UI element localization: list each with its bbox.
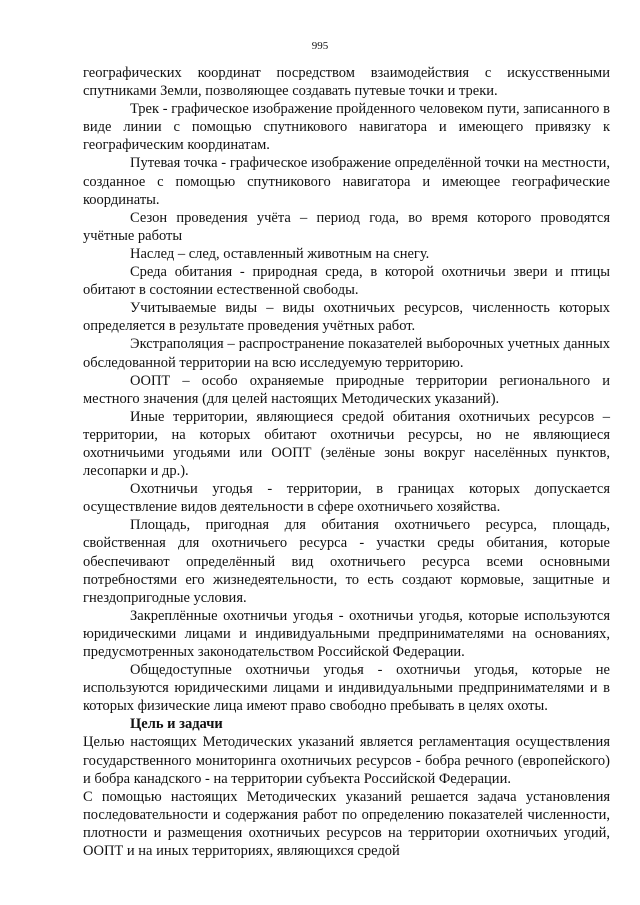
paragraph-protected-areas: ООПТ – особо охраняемые природные территории регионального и местного значения (для целей настоящих Методических указаний). xyxy=(83,372,610,407)
paragraph-suitable-area: Площадь, пригодная для обитания охотничьего ресурса, площадь, свойственная для охотничьего ресурса - участки среды обитания, которые обеспечивают определённый вид охотничьего ресурса всеми основными потребностями его жизнедеятельности, то есть создают кормовые, защитные и гнездопригодные условия. xyxy=(83,517,610,606)
section-heading: Цель и задачи xyxy=(130,716,223,733)
paragraph-other-territories: Иные территории, являющиеся средой обитания охотничьих ресурсов – территории, на которых обитают охотничьи ресурсы, но не являющиеся охотничьими угодьями или ООПТ (зелёные зоны вокруг населённых пунктов, лесопарки и др.). xyxy=(83,408,610,480)
paragraph-extrapolation: Экстраполяция – распространение показателей выборочных учетных данных обследованной территории на всю исследуемую территорию. xyxy=(83,336,610,371)
paragraph-counted-species: Учитываемые виды – виды охотничьих ресурсов, численность которых определяется в результате проведения учётных работ. xyxy=(83,300,610,335)
paragraph-public-grounds: Общедоступные охотничьи угодья - охотничьи угодья, которые не используются юридическими лицами и индивидуальными предпринимателями и в которых физические лица имеют право свободно пребывать в целях охоты. xyxy=(83,662,610,715)
paragraph-survey-season: Сезон проведения учёта – период года, во время которого проводятся учётные работы xyxy=(83,209,610,244)
paragraph-assigned-grounds: Закреплённые охотничьи угодья - охотничьи угодья, которые используются юридическими лицами и индивидуальными предпринимателями на основаниях, предусмотренных законодательством Российской Федерации. xyxy=(83,607,610,660)
page-number: 995 xyxy=(311,40,329,52)
paragraph-habitat: Среда обитания - природная среда, в которой охотничьи звери и птицы обитают в состоянии естественной свободы. xyxy=(83,264,610,299)
paragraph-continuation: географических координат посредством взаимодействия с искусственными спутниками Земли, позволяющее создавать путевые точки и треки. xyxy=(83,65,610,100)
paragraph-waypoint: Путевая точка - графическое изображение определённой точки на местности, созданное с помощью спутникового навигатора и имеющее географические координаты. xyxy=(83,155,610,208)
paragraph-hunting-grounds: Охотничьи угодья - территории, в границах которых допускается осуществление видов деятельности в сфере охотничьего хозяйства. xyxy=(83,481,610,516)
paragraph-track: Трек - графическое изображение пройденного человеком пути, записанного в виде линии с помощью спутникового навигатора и имеющего привязку к географическим координатам. xyxy=(83,101,610,154)
paragraph-task: С помощью настоящих Методических указаний решается задача установления последовательности и содержания работ по определению показателей численности, плотности и размещения охотничьих ресурсов на территории охотничьих угодий, ООПТ и на иных территориях, являющихся средой xyxy=(83,788,610,860)
document-body xyxy=(83,64,610,860)
paragraph-goal: Целью настоящих Методических указаний является регламентация осуществления государственного мониторинга охотничьих ресурсов - бобра речного (европейского) и бобра канадского - на территории субъекта Российской Федерации. xyxy=(83,734,610,787)
paragraph-trail: Наслед – след, оставленный животным на снегу. xyxy=(130,245,430,262)
